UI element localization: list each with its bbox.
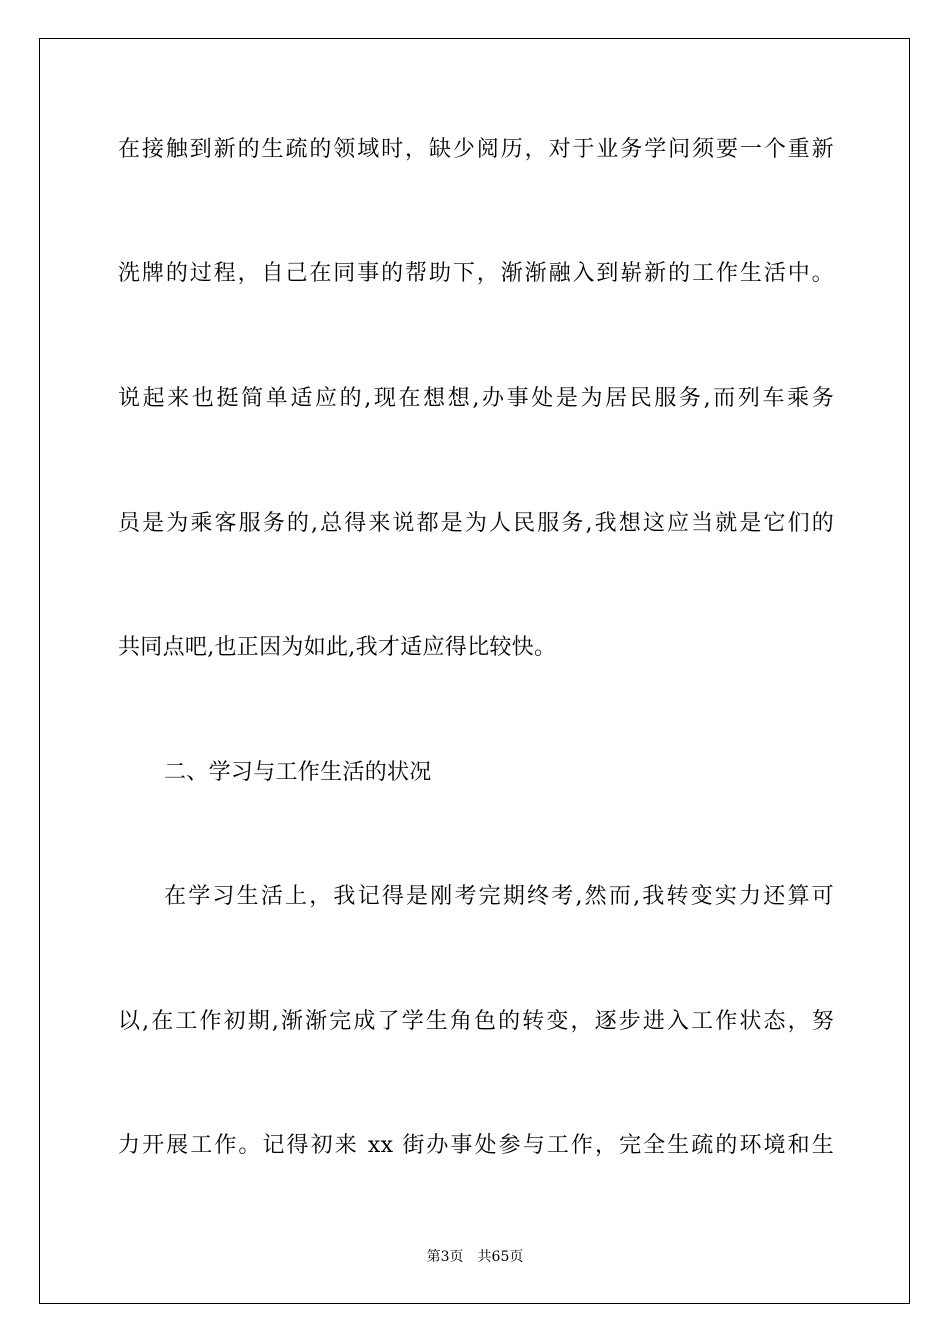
body-text-line: 洗牌的过程，自己在同事的帮助下，渐渐融入到崭新的工作生活中。 (118, 261, 834, 286)
page-number: 第3页 (426, 1249, 464, 1265)
body-text-line: 在接触到新的生疏的领域时，缺少阅历，对于业务学问须要一个重新 (118, 137, 834, 162)
total-pages: 共65页 (477, 1249, 524, 1265)
body-text-line: 员是为乘客服务的,总得来说都是为人民服务,我想这应当就是它们的 (118, 511, 834, 536)
page-border (39, 38, 910, 1304)
section-heading: 二、学习与工作生活的状况 (164, 760, 432, 785)
body-text-line: 说起来也挺简单适应的,现在想想,办事处是为居民服务,而列车乘务 (118, 386, 834, 411)
body-text-line: 共同点吧,也正因为如此,我才适应得比较快。 (118, 635, 557, 660)
page-footer (0, 1248, 950, 1266)
body-text-line: 以,在工作初期,渐渐完成了学生角色的转变，逐步进入工作状态，努 (118, 1009, 834, 1034)
body-text-line: 在学习生活上，我记得是刚考完期终考,然而,我转变实力还算可 (164, 884, 834, 909)
body-text-line: 力开展工作。记得初来 xx 街办事处参与工作，完全生疏的环境和生 (118, 1133, 834, 1158)
